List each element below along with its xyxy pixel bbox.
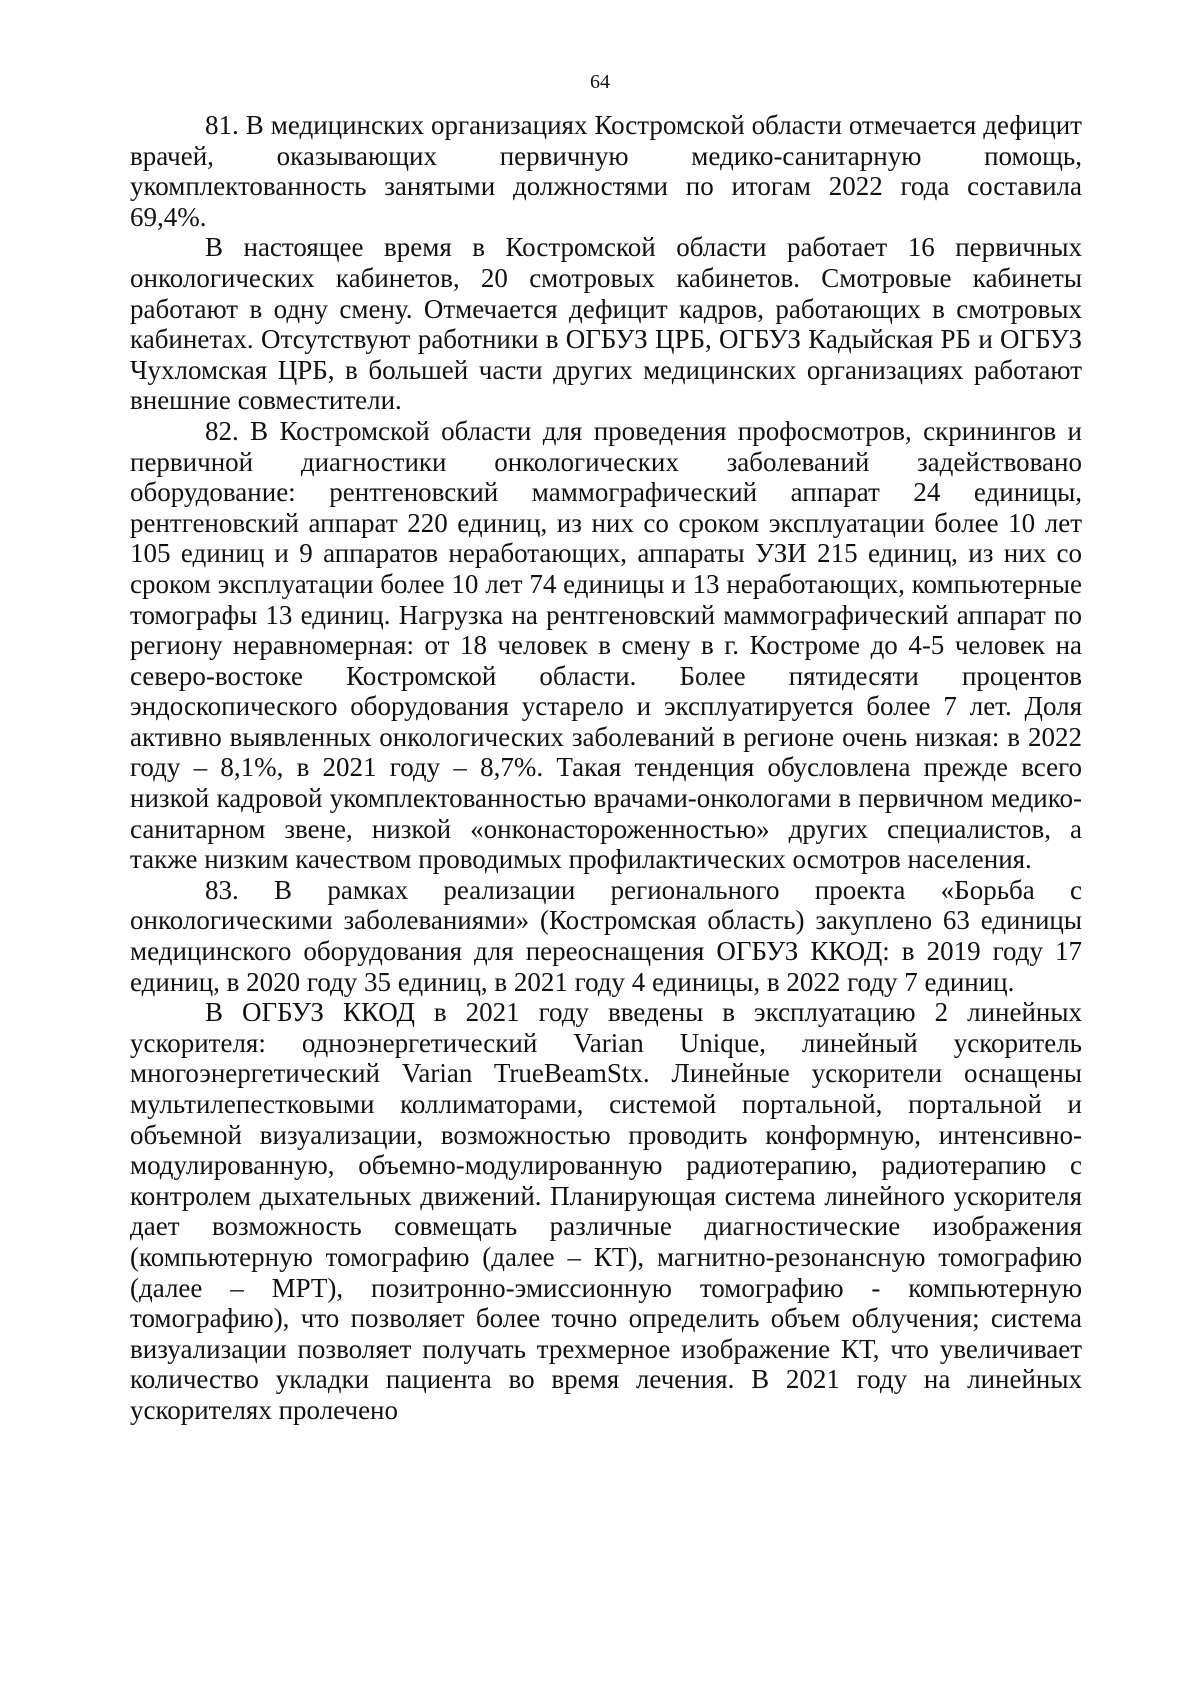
- page-number: 64: [590, 71, 610, 93]
- paragraph-oncology-cabinets: В настоящее время в Костромской области работает 16 первичных онкологических кабинетов, 20 смотровых кабинетов. Смотровые кабинеты работают в одну смену. Отмечается дефицит кадров, работающих в смотровых кабинетах. Отсутствуют работники в ОГБУЗ ЦРБ, ОГБУЗ Кадыйская РБ и ОГБУЗ Чухломская ЦРБ, в большей части других медицинских организациях работают внешние совместители.: [130, 232, 1082, 416]
- document-body: [130, 110, 1082, 1426]
- paragraph-linear-accelerators: В ОГБУЗ ККОД в 2021 году введены в эксплуатацию 2 линейных ускорителя: одноэнергетический Varian Unique, линейный ускоритель многоэнергетический Varian TrueBeamStx. Линейные ускорители оснащены мультилепестковыми коллиматорами, системой портальной, портальной и объемной визуализации, возможностью проводить конформную, интенсивно-модулированную, объемно-модулированную радиотерапию, радиотерапию с контролем дыхательных движений. Планирующая система линейного ускорителя дает возможность совмещать различные диагностические изображения (компьютерную томографию (далее – КТ), магнитно-резонансную томографию (далее – МРТ), позитронно-эмиссионную томографию - компьютерную томографию), что позволяет более точно определить объем облучения; система визуализации позволяет получать трехмерное изображение КТ, что увеличивает количество укладки пациента во время лечения. В 2021 году на линейных ускорителях пролечено: [130, 997, 1082, 1425]
- paragraph-81: 81. В медицинских организациях Костромской области отмечается дефицит врачей, оказывающих первичную медико-санитарную помощь, укомплектованность занятыми должностями по итогам 2022 года составила 69,4%.: [130, 110, 1082, 232]
- paragraph-83: 83. В рамках реализации регионального проекта «Борьба с онкологическими заболеваниями» (Костромская область) закуплено 63 единицы медицинского оборудования для переоснащения ОГБУЗ ККОД: в 2019 году 17 единиц, в 2020 году 35 единиц, в 2021 году 4 единицы, в 2022 году 7 единиц.: [130, 874, 1082, 997]
- paragraph-82: 82. В Костромской области для проведения профосмотров, скринингов и первичной диагностики онкологических заболеваний задействовано оборудование: рентгеновский маммографический аппарат 24 единицы, рентгеновский аппарат 220 единиц, из них со сроком эксплуатации более 10 лет 105 единиц и 9 аппаратов неработающих, аппараты УЗИ 215 единиц, из них со сроком эксплуатации более 10 лет 74 единицы и 13 неработающих, компьютерные томографы 13 единиц. Нагрузка на рентгеновский маммографический аппарат по региону неравномерная: от 18 человек в смену в г. Костроме до 4-5 человек на северо-востоке Костромской области. Более пятидесяти процентов эндоскопического оборудования устарело и эксплуатируется более 7 лет. Доля активно выявленных онкологических заболеваний в регионе очень низкая: в 2022 году – 8,1%, в 2021 году – 8,7%. Такая тенденция обусловлена прежде всего низкой кадровой укомплектованностью врачами-онкологами в первичном медико-санитарном звене, низкой «онконастороженностью» других специалистов, а также низким качеством проводимых профилактических осмотров населения.: [130, 415, 1082, 875]
